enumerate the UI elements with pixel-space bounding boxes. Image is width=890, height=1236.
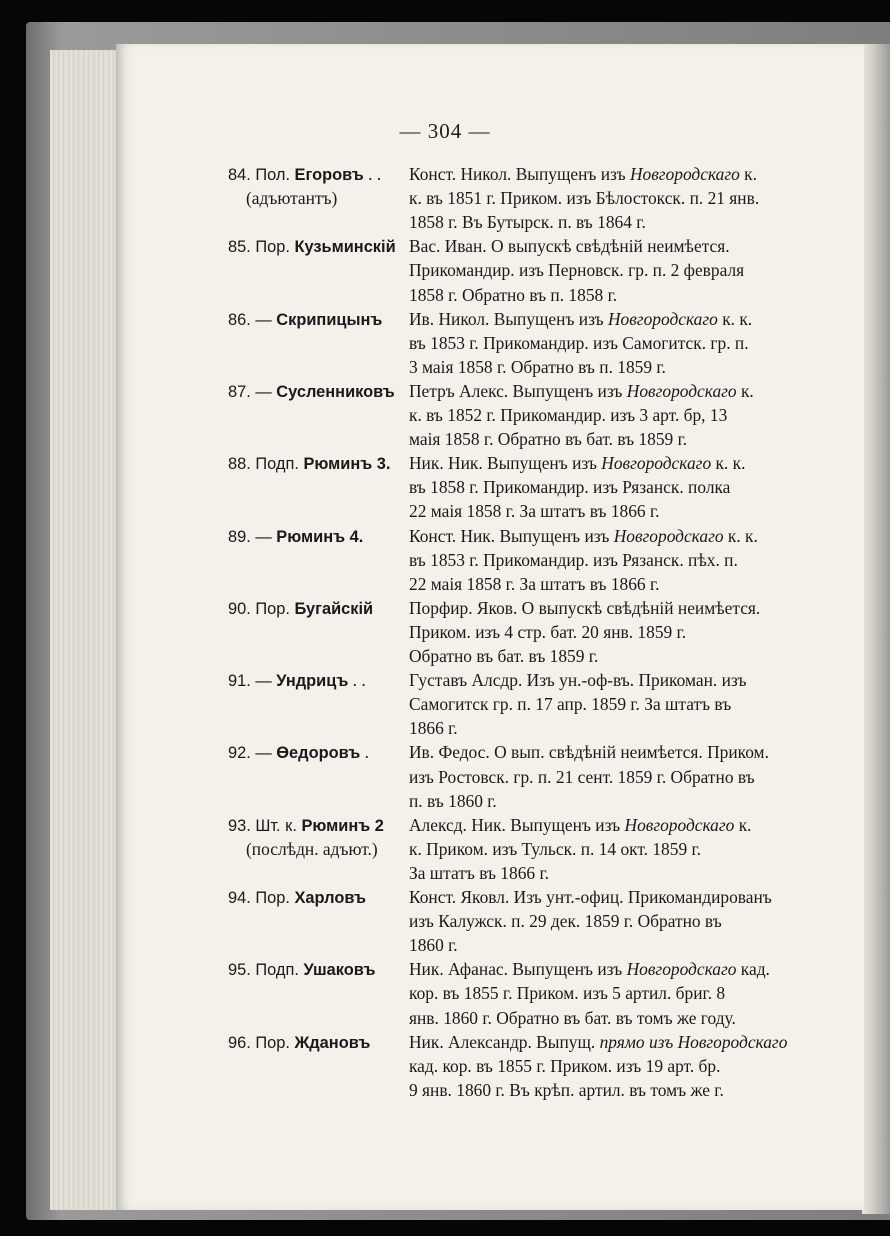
entry-92-name — [228, 740, 369, 764]
entry-85-text-line — [409, 258, 744, 282]
entry-90-text-line — [409, 620, 686, 644]
text: въ 1853 г. Прикомандир. изъ Рязанск. пѣх. п. — [409, 549, 738, 570]
entry-87-text-line — [409, 379, 754, 403]
italic-text: прямо изъ Новгородскаго — [599, 1031, 788, 1052]
text: въ 1853 г. Прикомандир. изъ Самогитск. гр. п. — [409, 332, 749, 353]
text: 9 янв. 1860 г. Въ крѣп. артил. въ томъ же г. — [409, 1079, 724, 1100]
page-edges-left — [50, 50, 120, 1210]
text: к. к. — [723, 525, 758, 546]
entry-name-part: Өедоровъ — [276, 744, 361, 763]
text: За штатъ въ 1866 г. — [409, 862, 549, 883]
entry-93-text-line — [409, 861, 549, 885]
text: кад. кор. въ 1855 г. Приком. изъ 19 арт. бр. — [409, 1055, 721, 1076]
entry-name-part: Рюминъ 2 — [301, 816, 384, 835]
text: Ник. Ник. Выпущенъ изъ — [409, 453, 602, 474]
entry-90-text-line — [409, 596, 760, 620]
entry-name-part: 90. Пор. — [228, 599, 295, 618]
entry-92-text-line — [409, 765, 755, 789]
entry-name-part: . — [360, 742, 369, 763]
text: Конст. Яковл. Изъ унт.-офиц. Прикомандированъ — [409, 887, 772, 907]
entry-name-part: Кузьминскій — [294, 238, 396, 257]
text: 1858 г. Обратно въ п. 1858 г. — [409, 284, 618, 305]
italic-text: Новгородскаго — [629, 164, 740, 184]
text: Конст. Ник. Выпущенъ изъ — [409, 525, 614, 546]
text: к. Приком. изъ Тульск. п. 14 окт. 1859 г. — [409, 838, 702, 859]
entry-name-part: 86. — — [228, 310, 277, 329]
entry-96-text-line — [409, 1078, 724, 1102]
entry-name-part: 89. — — [228, 527, 277, 546]
text: Петръ Алекс. Выпущенъ изъ — [409, 380, 627, 401]
entry-86-text-line — [409, 307, 752, 331]
text: Самогитск гр. п. 17 апр. 1859 г. За штатъ въ — [409, 694, 732, 715]
entry-93-text-line — [409, 813, 752, 837]
text: к. — [734, 814, 752, 835]
text: 22 маія 1858 г. За штатъ въ 1866 г. — [409, 573, 660, 594]
entry-85-name — [228, 234, 396, 258]
entry-name-part: 91. — — [228, 672, 277, 691]
italic-text: Новгородскаго — [624, 814, 735, 835]
text: кад. — [736, 959, 770, 980]
entry-84-name — [228, 162, 381, 186]
entry-name-part: Ждановъ — [294, 1033, 371, 1052]
entry-name-part: 93. Шт. к. — [228, 816, 302, 835]
entry-95-text-line — [409, 957, 770, 981]
text: Конст. Никол. Выпущенъ изъ — [409, 164, 630, 184]
text: изъ Ростовск. гр. п. 21 сент. 1859 г. Обратно въ — [409, 766, 755, 787]
entry-name-part: Ундрицъ — [276, 672, 349, 691]
entry-name-part: Рюминъ 3. — [303, 455, 391, 474]
text: янв. 1860 г. Обратно въ бат. въ томъ же году. — [409, 1007, 736, 1028]
text: Ник. Афанас. Выпущенъ изъ — [409, 959, 627, 980]
entry-name-part: 87. — — [228, 382, 277, 401]
entry-87-text-line — [409, 403, 727, 427]
entry-84-text-line — [409, 186, 759, 210]
text: Вас. Иван. О выпускѣ свѣдѣній неимѣется. — [409, 236, 730, 257]
entry-85-text-line — [409, 234, 730, 258]
entry-90-name — [228, 596, 373, 620]
text: въ 1858 г. Прикомандир. изъ Рязанск. полка — [409, 477, 731, 498]
entry-92-text-line — [409, 789, 497, 813]
italic-text: Новгородскаго — [626, 380, 737, 401]
entry-93-name — [228, 813, 384, 837]
entry-name-part: 85. Пор. — [228, 238, 295, 257]
text: 1866 г. — [409, 718, 458, 739]
entry-name-part: . . — [348, 670, 366, 691]
italic-text: Новгородскаго — [613, 525, 724, 546]
entry-name-part: 92. — — [228, 744, 277, 763]
text: к. к. — [717, 308, 753, 329]
text: к. к. — [711, 453, 746, 474]
entry-96-name — [228, 1030, 370, 1054]
text: 1858 г. Въ Бутырск. п. въ 1864 г. — [409, 212, 646, 233]
text: Ив. Федос. О вып. свѣдѣній неимѣется. Приком. — [409, 742, 769, 763]
entry-96-text-line — [409, 1030, 787, 1054]
text: п. въ 1860 г. — [409, 790, 497, 811]
text: 3 маія 1858 г. Обратно въ п. 1859 г. — [409, 356, 666, 377]
text: Прикомандир. изъ Перновск. гр. п. 2 февраля — [409, 260, 745, 281]
text: Обратно въ бат. въ 1859 г. — [409, 646, 599, 666]
entry-name-part: Скрипицынъ — [276, 310, 383, 329]
entry-94-text-line — [409, 885, 772, 909]
text: к. — [736, 380, 754, 401]
entry-89-text-line — [409, 572, 659, 596]
entry-84-note: (адъютантъ) — [246, 188, 338, 209]
entry-94-text-line — [409, 909, 722, 933]
entry-name-part: 94. Пор. — [228, 889, 295, 907]
entry-89-name — [228, 524, 363, 548]
page-edges-right — [862, 44, 890, 1214]
entry-88-text-line — [409, 499, 659, 523]
text: маія 1858 г. Обратно въ бат. въ 1859 г. — [409, 429, 688, 450]
entry-90-text-line — [409, 644, 598, 668]
entry-93-text-line — [409, 837, 701, 861]
entry-89-text-line — [409, 524, 758, 548]
entry-95-text-line — [409, 1006, 736, 1030]
entry-86-text-line — [409, 355, 666, 379]
text: Ив. Никол. Выпущенъ изъ — [409, 308, 608, 329]
text: к. въ 1852 г. Прикомандир. изъ 3 арт. бр, 13 — [409, 405, 728, 425]
entry-name-part: Ушаковъ — [303, 961, 376, 980]
entry-91-text-line — [409, 668, 746, 692]
italic-text: Новгородскаго — [601, 453, 712, 474]
text: Алексд. Ник. Выпущенъ изъ — [409, 814, 625, 835]
text: 1860 г. — [409, 935, 458, 956]
text: Густавъ Алсдр. Изъ ун.-оф-въ. Прикоман. изъ — [409, 670, 747, 691]
entry-87-text-line — [409, 427, 687, 451]
entry-name-part: 84. Пол. — [228, 166, 295, 184]
entry-89-text-line — [409, 548, 738, 572]
entry-88-text-line — [409, 451, 745, 475]
entry-86-text-line — [409, 331, 749, 355]
entry-91-text-line — [409, 692, 731, 716]
entry-87-name — [228, 379, 395, 403]
entry-name-part: Рюминъ 4. — [276, 527, 364, 546]
entry-91-name — [228, 668, 366, 692]
entry-92-text-line — [409, 740, 769, 764]
italic-text: Новгородскаго — [626, 959, 737, 980]
entry-name-part: Бугайскій — [294, 599, 374, 618]
text: изъ Калужск. п. 29 дек. 1859 г. Обратно въ — [409, 911, 722, 932]
text: к. въ 1851 г. Приком. изъ Бѣлостокск. п. 21 янв. — [409, 188, 760, 209]
text: кор. въ 1855 г. Приком. изъ 5 артил. бриг. 8 — [409, 983, 726, 1004]
entry-88-text-line — [409, 475, 730, 499]
entry-name-part: Харловъ — [294, 889, 366, 907]
text: Порфир. Яков. О выпускѣ свѣдѣній неимѣется. — [409, 597, 761, 618]
entry-88-name — [228, 451, 390, 475]
text: к. — [739, 164, 757, 184]
entry-95-text-line — [409, 981, 725, 1005]
text: 22 маія 1858 г. За штатъ въ 1866 г. — [409, 501, 660, 522]
entry-name-part: . . — [363, 164, 382, 184]
entry-94-name — [228, 885, 366, 909]
entry-93-note: (послѣдн. адъют.) — [246, 838, 378, 859]
entry-86-name — [228, 307, 382, 331]
entry-name-part: Егоровъ — [294, 166, 364, 184]
entry-name-part: 88. Подп. — [228, 455, 304, 474]
entry-95-name — [228, 957, 375, 981]
entry-name-part: 96. Пор. — [228, 1033, 295, 1052]
entry-96-text-line — [409, 1054, 720, 1078]
text: Ник. Александр. Выпущ. — [409, 1031, 600, 1052]
entry-91-text-line — [409, 716, 458, 740]
entry-name-part: Сусленниковъ — [276, 382, 395, 401]
italic-text: Новгородскаго — [608, 308, 718, 329]
entry-85-text-line — [409, 283, 617, 307]
entry-84-text-line — [409, 162, 757, 186]
entry-name-part: 95. Подп. — [228, 961, 304, 980]
entry-94-text-line — [409, 933, 458, 957]
entry-84-text-line — [409, 210, 646, 234]
text: Приком. изъ 4 стр. бат. 20 янв. 1859 г. — [409, 621, 687, 642]
page-number: — 304 — — [399, 119, 491, 143]
